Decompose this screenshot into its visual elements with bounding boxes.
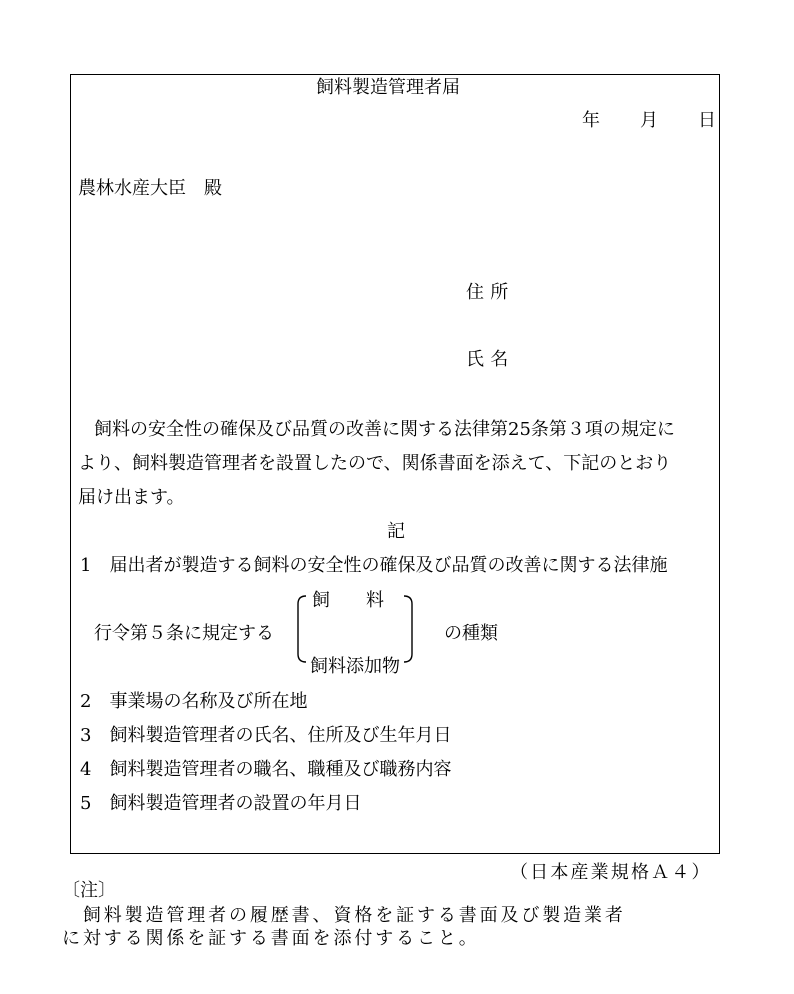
- date-month: 月: [640, 110, 658, 131]
- address-label: 住所: [466, 282, 515, 303]
- bracket-option-additive: 飼料添加物: [310, 656, 400, 677]
- form-title: 飼料製造管理者届: [316, 77, 460, 98]
- bracket-option-feed: 飼 料: [312, 590, 384, 611]
- item-2: 2 事業場の名称及び所在地: [80, 691, 308, 712]
- note-label: 〔注〕: [62, 880, 116, 901]
- item-1-suffix: の種類: [444, 623, 498, 644]
- date-year: 年: [582, 110, 600, 131]
- paper-spec: （日本産業規格Ａ４）: [510, 862, 712, 883]
- body-line-1: 飼料の安全性の確保及び品質の改善に関する法律第25条第３項の規定に: [94, 419, 675, 440]
- date-day: 日: [698, 110, 716, 131]
- body-line-2: より、飼料製造管理者を設置したので、関係書面を添えて、下記のとおり: [78, 453, 672, 474]
- note-line-1: 飼料製造管理者の履歴書、資格を証する書面及び製造業者: [62, 905, 626, 926]
- item-1-line-1: 1 届出者が製造する飼料の安全性の確保及び品質の改善に関する法律施: [80, 555, 668, 576]
- note-line-2: に対する関係を証する書面を添付すること。: [62, 928, 480, 949]
- item-4: 4 飼料製造管理者の職名、職種及び職務内容: [80, 759, 452, 780]
- addressee: 農林水産大臣 殿: [78, 178, 222, 199]
- name-label: 氏名: [466, 349, 515, 370]
- ki-heading: 記: [387, 521, 405, 542]
- item-3: 3 飼料製造管理者の氏名、住所及び生年月日: [80, 725, 452, 746]
- item-5: 5 飼料製造管理者の設置の年月日: [80, 793, 362, 814]
- item-1-line-2: 行令第５条に規定する: [94, 623, 274, 644]
- body-line-3: 届け出ます。: [78, 487, 185, 508]
